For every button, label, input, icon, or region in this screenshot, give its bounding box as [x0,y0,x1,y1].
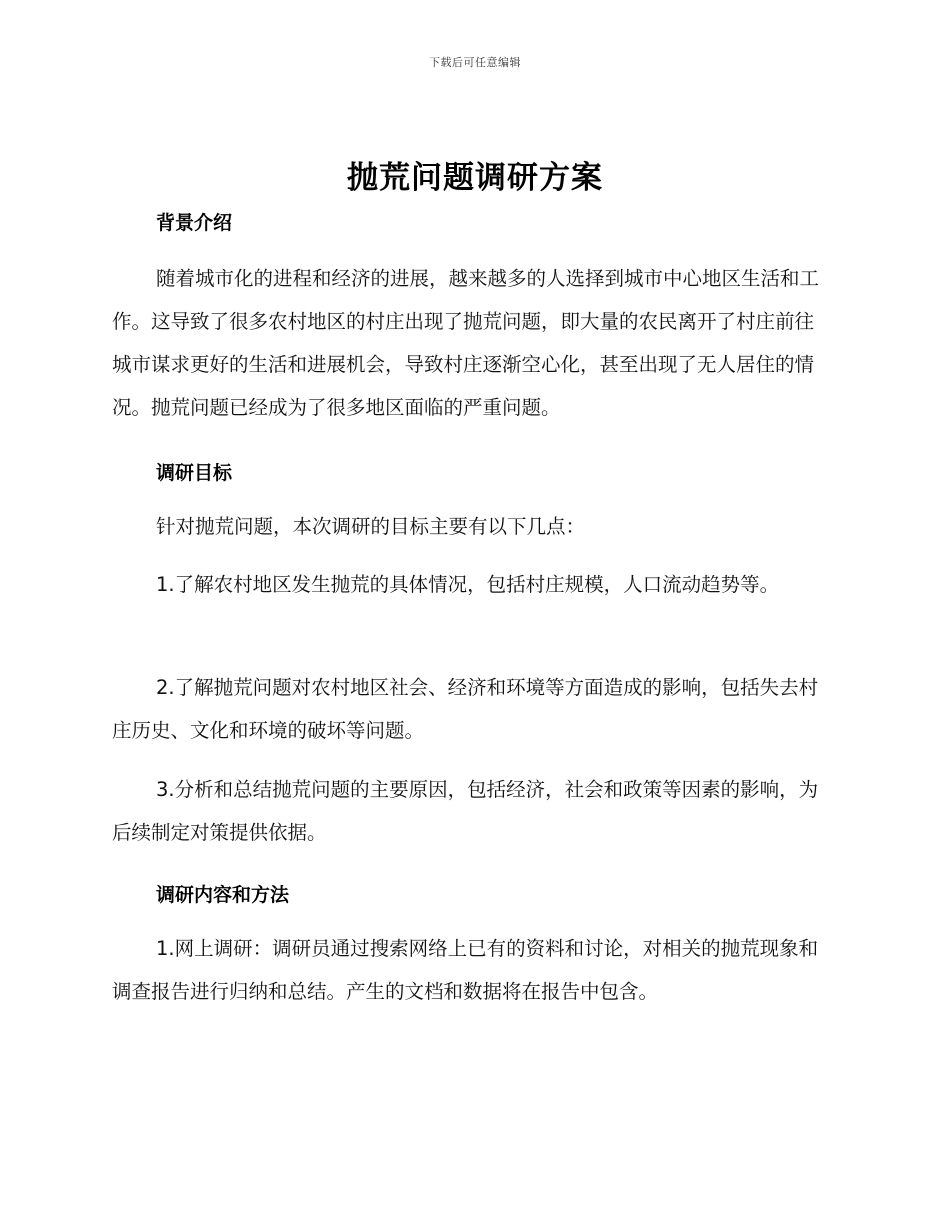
goals-intro: 针对抛荒问题，本次调研的目标主要有以下几点： [156,515,586,538]
header-note: 下载后可任意编辑 [429,56,521,69]
section-heading-goals: 调研目标 [156,462,233,484]
method-item-1: 1.网上调研：调研员通过搜索网络上已有的资料和讨论，对相关的抛荒现象和调查报告进行归纳和总结。产生的文档和数据将在报告中包含。 [112,937,819,1003]
background-paragraph: 随着城市化的进程和经济的进展，越来越多的人选择到城市中心地区生活和工作。这导致了很多农村地区的村庄出现了抛荒问题，即大量的农民离开了村庄前往城市谋求更好的生活和进展机会，导致村庄逐渐空心化，甚至出现了无人居住的情况。抛荒问题已经成为了很多地区面临的严重问题。 [112,267,820,419]
section-heading-background: 背景介绍 [156,212,233,234]
goal-item-1: 1.了解农村地区发生抛荒的具体情况，包括村庄规模，人口流动趋势等。 [156,573,780,596]
document-title: 抛荒问题调研方案 [347,160,603,196]
section-heading-methods: 调研内容和方法 [156,884,290,906]
goal-item-2: 2.了解抛荒问题对农村地区社会、经济和环境等方面造成的影响，包括失去村庄历史、文化和环境的破坏等问题。 [112,676,819,742]
goal-item-3: 3.分析和总结抛荒问题的主要原因，包括经济，社会和政策等因素的影响，为后续制定对策提供依据。 [112,778,819,844]
